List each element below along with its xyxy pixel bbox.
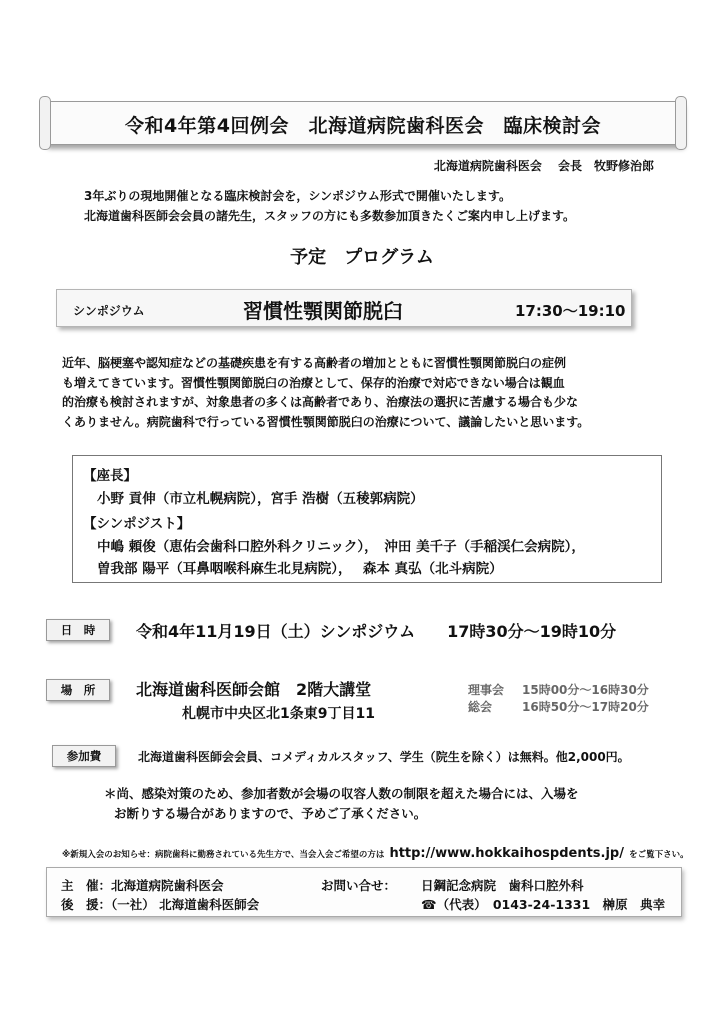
- description-line: くありません。病院歯科で行っている習慣性顎関節脱臼の治療について、議論したいと思います。: [62, 414, 590, 429]
- description-line: 的治療も検討されますが、対象患者の多くは高齢者であり、治療法の選択に苦慮する場合も少な: [62, 395, 579, 409]
- host: 主 催：北海道病院歯科医会: [61, 878, 224, 893]
- venue-label: 場 所: [46, 679, 110, 701]
- people-box: [72, 455, 662, 583]
- symposium-title: 習慣性顎関節脱臼: [243, 299, 403, 323]
- symposists-line-2: 曽我部 陽平（耳鼻咽喉科麻生北見病院）， 森本 真弘（北斗病院）: [97, 561, 503, 577]
- new-member-suffix: をご覧下さい。: [629, 850, 689, 860]
- association-url-link[interactable]: http://www.hokkaihospdents.jp/: [389, 846, 624, 861]
- page-title: 令和4年第4回例会 北海道病院歯科医会 臨床検討会: [125, 115, 601, 137]
- symposium-bar: [56, 289, 632, 327]
- meeting-1-label: 理事会: [468, 683, 505, 697]
- contact-org: 日鋼記念病院 歯科口腔外科: [421, 878, 584, 893]
- meeting-2-label: 総会: [468, 700, 493, 714]
- symposium-time: 17:30〜19:10: [515, 302, 626, 320]
- datetime-label: 日 時: [46, 619, 110, 641]
- contact-label: お問い合せ：: [321, 878, 397, 893]
- symposists-line-1: 中嶋 頼俊（恵佑会歯科口腔外科クリニック）， 沖田 美千子（手稲渓仁会病院），: [97, 539, 585, 555]
- note-line: ＊尚、感染対策のため、参加者数が会場の収容人数の制限を超えた場合には、入場を: [104, 786, 579, 801]
- fee-label: 参加費: [52, 745, 116, 767]
- description-line: も増えてきています。習慣性顎関節脱臼の治療として、保存的治療で対応できない場合は観血: [62, 375, 565, 390]
- datetime-value: 令和4年11月19日（土）シンポジウム 17時30分〜19時10分: [136, 622, 617, 641]
- new-member-notice: [62, 842, 689, 861]
- description-line: 近年、脳梗塞や認知症などの基礎疾患を有する高齢者の増加とともに習慣性顎関節脱臼の症例: [62, 356, 567, 370]
- support: 後 援：（一社） 北海道歯科医師会: [61, 897, 260, 912]
- meeting-2-time: 16時50分〜17時20分: [522, 700, 649, 714]
- symposium-label: シンポジウム: [73, 304, 145, 318]
- footer-box: [46, 867, 682, 917]
- program-heading: 予定 プログラム: [290, 247, 434, 268]
- title-banner: [44, 101, 682, 145]
- note-line: お断りする場合がありますので、予めご了承ください。: [114, 806, 427, 821]
- intro-text: [84, 186, 575, 226]
- meeting-1-time: 15時00分〜16時30分: [522, 683, 649, 697]
- intro-line: 北海道歯科医師会会員の諸先生，スタッフの方にも多数参加頂きたくご案内申し上げます。: [84, 209, 576, 223]
- organizer-line: 北海道病院歯科医会 会長 牧野修治郎: [433, 159, 654, 173]
- venue-name: 北海道歯科医師会館 2階大講堂: [136, 680, 372, 699]
- chairs: 小野 貢伸（市立札幌病院），宮手 浩樹（五稜郭病院）: [97, 491, 424, 507]
- new-member-prefix: ※新規入会のお知らせ：病院歯科に勤務されている先生方で、当会入会ご希望の方は: [62, 850, 385, 860]
- fee-value: 北海道歯科医師会会員、コメディカルスタッフ、学生（院生を除く）は無料。他2,000円。: [138, 750, 630, 764]
- intro-line: 3年ぶりの現地開催となる臨床検討会を，シンポジウム形式で開催いたします。: [84, 189, 511, 203]
- venue-address: 札幌市中央区北1条東9丁目11: [182, 706, 375, 722]
- chair-heading: 【座長】: [83, 468, 137, 484]
- symposium-description: [62, 354, 672, 432]
- symposist-heading: 【シンポジスト】: [83, 516, 191, 532]
- contact-phone: ☎（代表） 0143-24-1331 榊原 典幸: [421, 897, 666, 912]
- capacity-note: [104, 784, 579, 824]
